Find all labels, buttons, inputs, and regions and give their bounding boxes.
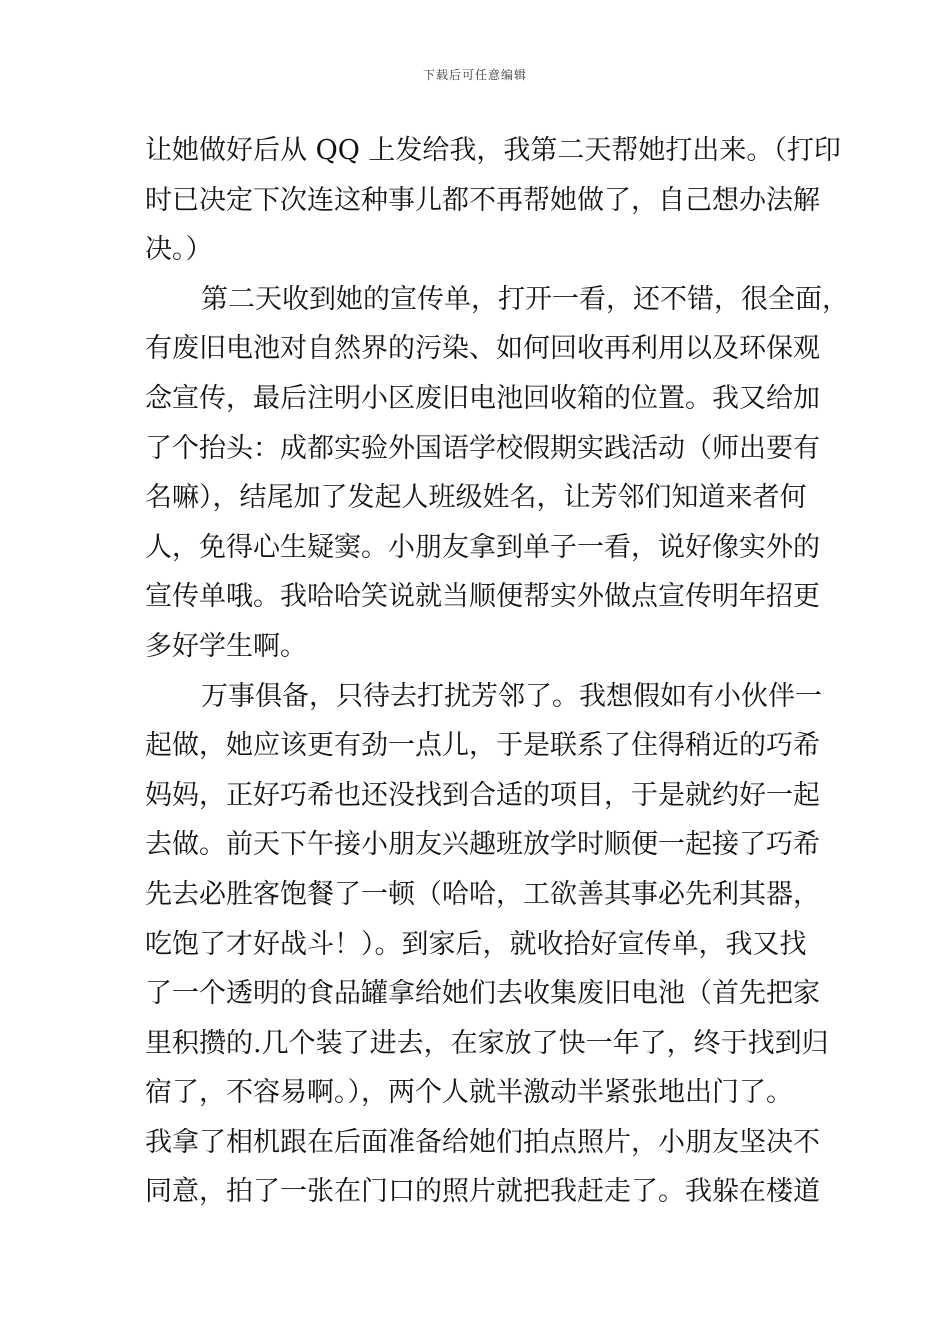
text-line: 了个抬头：成都实验外国语学校假期实践活动（师出要有: [145, 432, 820, 464]
paragraph: [145, 126, 841, 275]
paragraph: [145, 672, 829, 1218]
document-body: [145, 126, 849, 1217]
text-line: 里积攒的.几个装了进去，在家放了快一年了，终于找到归: [145, 1027, 829, 1059]
text-line: 名嘛），结尾加了发起人班级姓名，让芳邻们知道来者何: [145, 482, 807, 514]
text-line: 吃饱了才好战斗！）。到家后，就收拾好宣传单，我又找: [145, 928, 807, 960]
text-line: 第二天收到她的宣传单，打开一看，还不错，很全面，: [201, 283, 849, 315]
text-line: 先去必胜客饱餐了一顿（哈哈，工欲善其事必先利其器，: [145, 878, 820, 910]
page-header: 下载后可任意编辑: [422, 68, 527, 82]
text-line: 妈妈，正好巧希也还没找到合适的项目，于是就约好一起: [145, 779, 820, 811]
text-line: 决。）: [145, 234, 213, 266]
text-line: 人，免得心生疑窦。小朋友拿到单子一看，说好像实外的: [145, 531, 820, 563]
text-line: 去做。前天下午接小朋友兴趣班放学时顺便一起接了巧希: [145, 829, 820, 861]
text-line: 宣传单哦。我哈哈笑说就当顺便帮实外做点宣传明年招更: [145, 581, 820, 613]
text-line: 念宣传，最后注明小区废旧电池回收箱的位置。我又给加: [145, 382, 820, 414]
text-line: 有废旧电池对自然界的污染、如何回收再利用以及环保观: [145, 333, 820, 365]
text-line: 我拿了相机跟在后面准备给她们拍点照片，小朋友坚决不: [145, 1126, 820, 1158]
text-line: 同意，拍了一张在门口的照片就把我赶走了。我躲在楼道: [145, 1176, 820, 1208]
text-line: 让她做好后从 QQ 上发给我，我第二天帮她打出来。（打印: [145, 135, 841, 166]
text-line: 时已决定下次连这种事儿都不再帮她做了，自己想办法解: [145, 184, 820, 216]
text-line: 起做，她应该更有劲一点儿，于是联系了住得稍近的巧希: [145, 730, 820, 762]
text-line: 多好学生啊。: [145, 630, 307, 662]
text-line: 了一个透明的食品罐拿给她们去收集废旧电池（首先把家: [145, 978, 820, 1010]
text-line: 万事俱备，只待去打扰芳邻了。我想假如有小伙伴一: [201, 680, 822, 712]
text-line: 宿了，不容易啊。），两个人就半激动半紧张地出门了。: [145, 1077, 793, 1109]
paragraph: [145, 275, 849, 672]
